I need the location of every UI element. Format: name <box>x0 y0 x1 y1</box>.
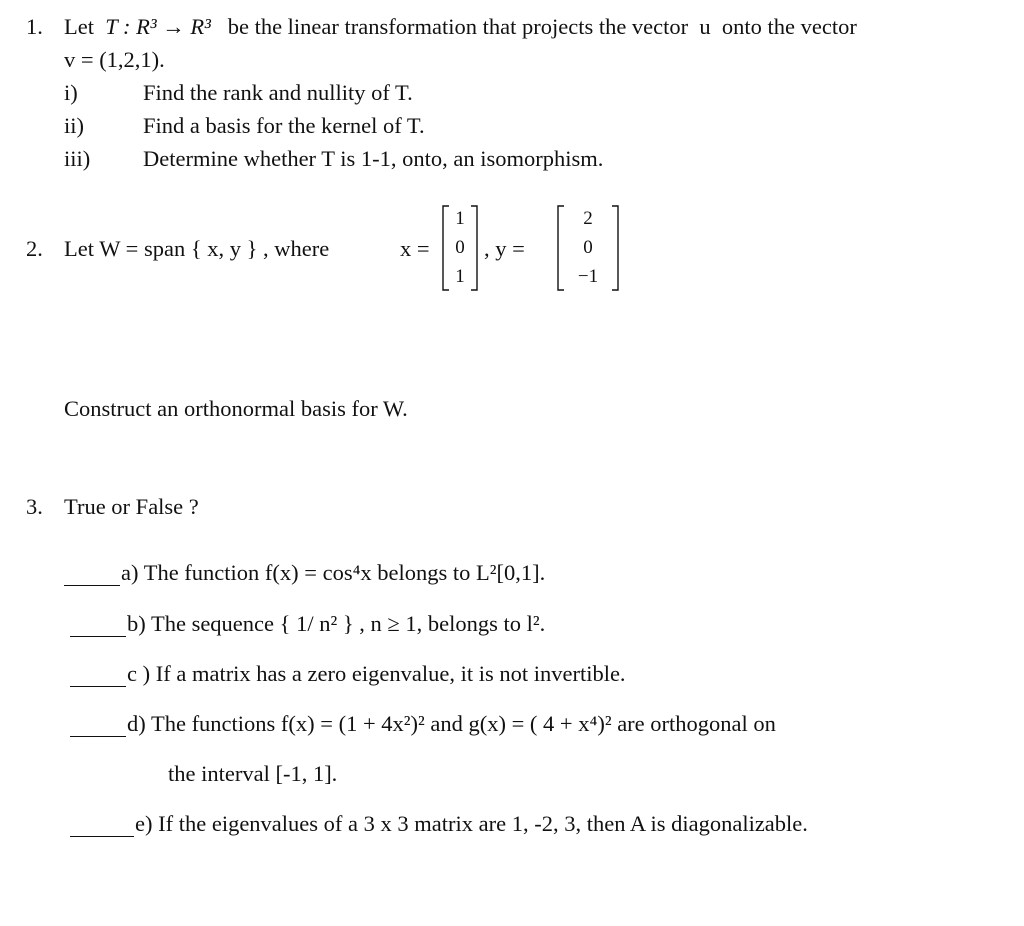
q1-number: 1. <box>26 14 43 39</box>
q2-x-label: x = <box>400 236 430 261</box>
q1-part-iii-label: iii) <box>64 146 91 171</box>
q1-vector-u: u <box>699 14 711 39</box>
q1-part-i-text: Find the rank and nullity of T. <box>143 80 413 105</box>
q1-line1 <box>64 16 857 39</box>
tf-item-a-text: a) The function f(x) = cos⁴x belongs to L²[0,1]. <box>121 560 546 585</box>
q1-map: T : R³ → R³ <box>105 14 211 39</box>
y-vector-entry: 2 <box>583 208 593 229</box>
tf-item-a <box>64 562 545 586</box>
q2-y-label: , y = <box>484 236 525 261</box>
answer-blank-d[interactable] <box>70 713 126 737</box>
x-vector-entry: 1 <box>455 208 465 229</box>
tf-item-e <box>70 813 808 837</box>
answer-blank-e[interactable] <box>70 813 134 837</box>
x-vector-entry: 1 <box>455 266 465 287</box>
tf-item-b-text: b) The sequence { 1/ n² } , n ≥ 1, belongs to l². <box>127 611 546 636</box>
tf-item-d <box>70 713 776 737</box>
q2-number: 2. <box>26 236 43 261</box>
tf-item-c <box>70 663 626 687</box>
tf-item-e-text: e) If the eigenvalues of a 3 x 3 matrix are 1, -2, 3, then A is diagonalizable. <box>135 811 808 836</box>
answer-blank-a[interactable] <box>64 562 120 586</box>
q1-let: Let <box>64 14 94 39</box>
q1-line2: v = (1,2,1). <box>64 47 165 72</box>
q1-part-ii-text: Find a basis for the kernel of T. <box>143 113 425 138</box>
q2-text: Let W = span { x, y } , where <box>64 236 330 261</box>
tf-item-c-text: c ) If a matrix has a zero eigenvalue, it is not invertible. <box>127 661 626 686</box>
tf-item-b <box>70 613 545 637</box>
tf-item-d-continued: the interval [-1, 1]. <box>168 761 338 786</box>
answer-blank-c[interactable] <box>70 663 126 687</box>
tf-item-d-text: d) The functions f(x) = (1 + 4x²)² and g(x) = ( 4 + x⁴)² are orthogonal on <box>127 711 776 736</box>
q1-part-iii-text: Determine whether T is 1-1, onto, an isomorphism. <box>143 146 604 171</box>
q1-part-ii-label: ii) <box>64 113 84 138</box>
q1-desc-end: onto the vector <box>721 14 857 39</box>
q1-desc: be the linear transformation that projects the vector <box>227 14 689 39</box>
y-vector-entry: 0 <box>583 237 593 258</box>
y-vector-entry: −1 <box>577 266 599 287</box>
q2-instruction: Construct an orthonormal basis for W. <box>64 396 408 421</box>
y-vector-matrix <box>556 204 620 292</box>
q3-title: True or False ? <box>64 494 199 519</box>
x-vector-entry: 0 <box>455 237 465 258</box>
q1-part-i-label: i) <box>64 80 78 105</box>
q3-number: 3. <box>26 494 43 519</box>
answer-blank-b[interactable] <box>70 613 126 637</box>
x-vector-matrix <box>441 204 481 292</box>
